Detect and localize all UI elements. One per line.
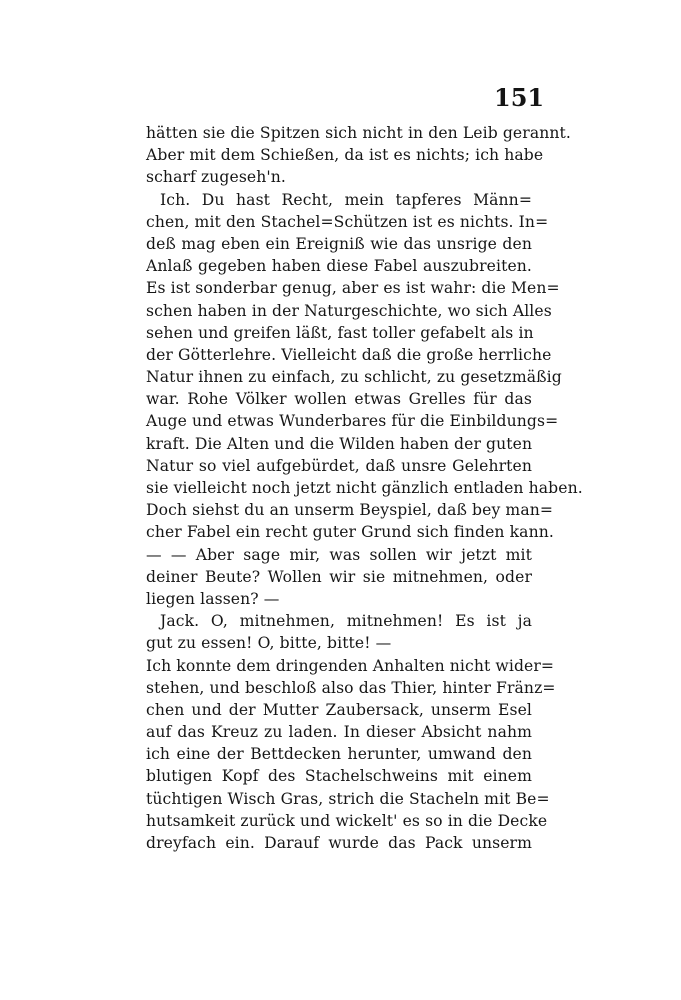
page-number: 151 bbox=[494, 83, 545, 112]
text-line: hätten sie die Spitzen sich nicht in den Leib gerannt. bbox=[146, 124, 571, 142]
text-line: Ich. Du hast Recht, mein tapferes Männ= bbox=[160, 190, 532, 209]
text-line: deß mag eben ein Ereigniß wie das unsrige den bbox=[146, 234, 532, 253]
text-line: hutsamkeit zurück und wickelt' es so in die Decke bbox=[146, 811, 548, 830]
text-line: sehen und greifen läßt, fast toller gefabelt als in bbox=[146, 323, 534, 342]
text-line: Ich konnte dem dringenden Anhalten nicht wider= bbox=[146, 656, 555, 675]
text-line: Aber mit dem Schießen, da ist es nichts; ich habe bbox=[146, 146, 544, 165]
text-line: ich eine der Bettdecken herunter, umwand den bbox=[146, 745, 532, 764]
text-line: auf das Kreuz zu laden. In dieser Absicht nahm bbox=[146, 723, 532, 742]
text-line: cher Fabel ein recht guter Grund sich finden kann. bbox=[146, 523, 554, 542]
text-line: Es ist sonderbar genug, aber es ist wahr: die Men= bbox=[146, 279, 560, 298]
text-line: — — Aber sage mir, was sollen wir jetzt mit bbox=[146, 545, 532, 564]
text-line: blutigen Kopf des Stachelschweins mit einem bbox=[146, 767, 532, 786]
text-line: liegen lassen? — bbox=[146, 589, 280, 608]
text-line: kraft. Die Alten und die Wilden haben der guten bbox=[146, 434, 533, 453]
text-line: deiner Beute? Wollen wir sie mitnehmen, oder bbox=[146, 567, 532, 586]
text-line: Natur ihnen zu einfach, zu schlicht, zu gesetzmäßig bbox=[146, 368, 562, 387]
text-line: Doch siehst du an unserm Beyspiel, daß bey man= bbox=[146, 501, 554, 520]
body-text bbox=[146, 122, 583, 854]
text-line: war. Rohe Völker wollen etwas Grelles für das bbox=[146, 390, 532, 409]
text-line: Auge und etwas Wunderbares für die Einbildungs= bbox=[146, 412, 559, 431]
text-line: Natur so viel aufgebürdet, daß unsre Gelehrten bbox=[146, 456, 532, 475]
text-line: stehen, und beschloß also das Thier, hinter Fränz= bbox=[146, 678, 556, 697]
text-line: tüchtigen Wisch Gras, strich die Stacheln mit Be= bbox=[146, 789, 550, 808]
text-line: der Götterlehre. Vielleicht daß die große herrliche bbox=[146, 345, 552, 364]
text-line: gut zu essen! O, bitte, bitte! — bbox=[146, 634, 392, 653]
text-line: schen haben in der Naturgeschichte, wo sich Alles bbox=[146, 301, 552, 320]
text-line: Jack. O, mitnehmen, mitnehmen! Es ist ja bbox=[160, 612, 532, 631]
text-line: Anlaß gegeben haben diese Fabel auszubreiten. bbox=[146, 257, 532, 276]
text-line: sie vielleicht noch jetzt nicht gänzlich entladen haben. bbox=[146, 479, 583, 497]
text-line: chen, mit den Stachel=Schützen ist es nichts. In= bbox=[146, 212, 549, 231]
text-line: scharf zugeseh'n. bbox=[146, 168, 286, 187]
text-line: dreyfach ein. Darauf wurde das Pack unserm bbox=[146, 834, 532, 852]
text-line: chen und der Mutter Zaubersack, unserm Esel bbox=[146, 700, 532, 719]
